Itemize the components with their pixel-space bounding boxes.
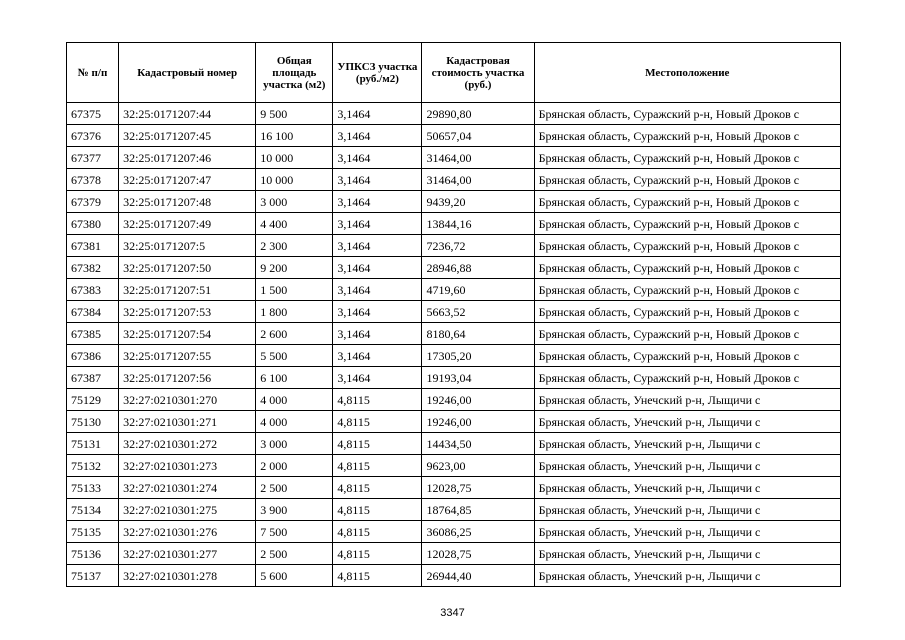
upkscz-cell: 3,1464 xyxy=(333,257,422,279)
cadastral-number-cell: 32:27:0210301:275 xyxy=(119,499,256,521)
upkscz-cell: 3,1464 xyxy=(333,345,422,367)
header-upkscz: УПКСЗ участка (руб./м2) xyxy=(333,43,422,103)
table-row xyxy=(67,257,841,279)
area-cell: 1 800 xyxy=(256,301,333,323)
location-cell: Брянская область, Суражский р-н, Новый Дроков с xyxy=(534,367,840,389)
cost-cell: 12028,75 xyxy=(422,543,534,565)
upkscz-cell: 3,1464 xyxy=(333,213,422,235)
cost-cell: 4719,60 xyxy=(422,279,534,301)
table-row xyxy=(67,499,841,521)
area-cell: 2 500 xyxy=(256,477,333,499)
row-number-cell: 67376 xyxy=(67,125,119,147)
row-number-cell: 67383 xyxy=(67,279,119,301)
location-cell: Брянская область, Унечский р-н, Лыщичи с xyxy=(534,411,840,433)
header-cadastral-number: Кадастровый номер xyxy=(119,43,256,103)
location-cell: Брянская область, Суражский р-н, Новый Дроков с xyxy=(534,235,840,257)
area-cell: 9 500 xyxy=(256,103,333,125)
location-cell: Брянская область, Суражский р-н, Новый Дроков с xyxy=(534,147,840,169)
area-cell: 1 500 xyxy=(256,279,333,301)
table-row xyxy=(67,323,841,345)
area-cell: 4 000 xyxy=(256,389,333,411)
upkscz-cell: 3,1464 xyxy=(333,301,422,323)
cost-cell: 19193,04 xyxy=(422,367,534,389)
cadastral-number-cell: 32:25:0171207:5 xyxy=(119,235,256,257)
table-row xyxy=(67,455,841,477)
location-cell: Брянская область, Унечский р-н, Лыщичи с xyxy=(534,433,840,455)
upkscz-cell: 4,8115 xyxy=(333,389,422,411)
row-number-cell: 67385 xyxy=(67,323,119,345)
table-row xyxy=(67,565,841,587)
location-cell: Брянская область, Унечский р-н, Лыщичи с xyxy=(534,521,840,543)
cadastral-number-cell: 32:27:0210301:273 xyxy=(119,455,256,477)
row-number-cell: 75133 xyxy=(67,477,119,499)
location-cell: Брянская область, Суражский р-н, Новый Дроков с xyxy=(534,301,840,323)
cost-cell: 19246,00 xyxy=(422,411,534,433)
table-row xyxy=(67,411,841,433)
upkscz-cell: 3,1464 xyxy=(333,191,422,213)
cost-cell: 18764,85 xyxy=(422,499,534,521)
row-number-cell: 75130 xyxy=(67,411,119,433)
row-number-cell: 67380 xyxy=(67,213,119,235)
table-row xyxy=(67,477,841,499)
cost-cell: 14434,50 xyxy=(422,433,534,455)
row-number-cell: 75137 xyxy=(67,565,119,587)
location-cell: Брянская область, Суражский р-н, Новый Дроков с xyxy=(534,125,840,147)
cost-cell: 7236,72 xyxy=(422,235,534,257)
table-row xyxy=(67,301,841,323)
table-row xyxy=(67,213,841,235)
area-cell: 2 600 xyxy=(256,323,333,345)
area-cell: 10 000 xyxy=(256,147,333,169)
table-row xyxy=(67,103,841,125)
area-cell: 2 300 xyxy=(256,235,333,257)
table-body xyxy=(67,103,841,587)
location-cell: Брянская область, Суражский р-н, Новый Дроков с xyxy=(534,169,840,191)
location-cell: Брянская область, Унечский р-н, Лыщичи с xyxy=(534,477,840,499)
upkscz-cell: 4,8115 xyxy=(333,433,422,455)
location-cell: Брянская область, Унечский р-н, Лыщичи с xyxy=(534,543,840,565)
location-cell: Брянская область, Суражский р-н, Новый Дроков с xyxy=(534,103,840,125)
area-cell: 4 400 xyxy=(256,213,333,235)
upkscz-cell: 4,8115 xyxy=(333,543,422,565)
cost-cell: 17305,20 xyxy=(422,345,534,367)
cost-cell: 29890,80 xyxy=(422,103,534,125)
location-cell: Брянская область, Суражский р-н, Новый Дроков с xyxy=(534,279,840,301)
header-location: Местоположение xyxy=(534,43,840,103)
cadastral-number-cell: 32:25:0171207:48 xyxy=(119,191,256,213)
cost-cell: 9439,20 xyxy=(422,191,534,213)
cost-cell: 9623,00 xyxy=(422,455,534,477)
upkscz-cell: 3,1464 xyxy=(333,235,422,257)
table-row xyxy=(67,433,841,455)
table-row xyxy=(67,279,841,301)
area-cell: 9 200 xyxy=(256,257,333,279)
cadastral-number-cell: 32:25:0171207:44 xyxy=(119,103,256,125)
area-cell: 10 000 xyxy=(256,169,333,191)
cadastral-number-cell: 32:27:0210301:277 xyxy=(119,543,256,565)
cadastral-number-cell: 32:25:0171207:56 xyxy=(119,367,256,389)
area-cell: 6 100 xyxy=(256,367,333,389)
upkscz-cell: 3,1464 xyxy=(333,103,422,125)
table-row xyxy=(67,169,841,191)
table-row xyxy=(67,521,841,543)
row-number-cell: 67375 xyxy=(67,103,119,125)
area-cell: 5 500 xyxy=(256,345,333,367)
location-cell: Брянская область, Суражский р-н, Новый Дроков с xyxy=(534,257,840,279)
cost-cell: 13844,16 xyxy=(422,213,534,235)
upkscz-cell: 4,8115 xyxy=(333,565,422,587)
table-header xyxy=(67,43,841,103)
row-number-cell: 67381 xyxy=(67,235,119,257)
upkscz-cell: 3,1464 xyxy=(333,367,422,389)
cadastral-number-cell: 32:27:0210301:272 xyxy=(119,433,256,455)
area-cell: 3 000 xyxy=(256,191,333,213)
area-cell: 16 100 xyxy=(256,125,333,147)
upkscz-cell: 4,8115 xyxy=(333,521,422,543)
row-number-cell: 75134 xyxy=(67,499,119,521)
cost-cell: 36086,25 xyxy=(422,521,534,543)
upkscz-cell: 4,8115 xyxy=(333,411,422,433)
cadastral-number-cell: 32:27:0210301:274 xyxy=(119,477,256,499)
cost-cell: 19246,00 xyxy=(422,389,534,411)
cost-cell: 31464,00 xyxy=(422,169,534,191)
upkscz-cell: 4,8115 xyxy=(333,455,422,477)
header-row-number: № п/п xyxy=(67,43,119,103)
row-number-cell: 75131 xyxy=(67,433,119,455)
row-number-cell: 67379 xyxy=(67,191,119,213)
area-cell: 7 500 xyxy=(256,521,333,543)
header-total-area: Общая площадь участка (м2) xyxy=(256,43,333,103)
cost-cell: 26944,40 xyxy=(422,565,534,587)
header-row xyxy=(67,43,841,103)
row-number-cell: 67377 xyxy=(67,147,119,169)
upkscz-cell: 3,1464 xyxy=(333,147,422,169)
cadastral-number-cell: 32:27:0210301:276 xyxy=(119,521,256,543)
location-cell: Брянская область, Унечский р-н, Лыщичи с xyxy=(534,389,840,411)
location-cell: Брянская область, Суражский р-н, Новый Дроков с xyxy=(534,213,840,235)
cadastral-number-cell: 32:27:0210301:270 xyxy=(119,389,256,411)
table-row xyxy=(67,147,841,169)
area-cell: 3 900 xyxy=(256,499,333,521)
cost-cell: 8180,64 xyxy=(422,323,534,345)
row-number-cell: 67384 xyxy=(67,301,119,323)
cadastral-number-cell: 32:25:0171207:46 xyxy=(119,147,256,169)
row-number-cell: 67378 xyxy=(67,169,119,191)
location-cell: Брянская область, Унечский р-н, Лыщичи с xyxy=(534,499,840,521)
table-row xyxy=(67,191,841,213)
upkscz-cell: 3,1464 xyxy=(333,169,422,191)
row-number-cell: 67386 xyxy=(67,345,119,367)
area-cell: 5 600 xyxy=(256,565,333,587)
cadastral-number-cell: 32:25:0171207:50 xyxy=(119,257,256,279)
area-cell: 2 500 xyxy=(256,543,333,565)
table-row xyxy=(67,389,841,411)
cost-cell: 28946,88 xyxy=(422,257,534,279)
location-cell: Брянская область, Суражский р-н, Новый Дроков с xyxy=(534,345,840,367)
row-number-cell: 75136 xyxy=(67,543,119,565)
upkscz-cell: 4,8115 xyxy=(333,477,422,499)
cadastral-number-cell: 32:25:0171207:54 xyxy=(119,323,256,345)
cadastral-number-cell: 32:25:0171207:47 xyxy=(119,169,256,191)
cost-cell: 12028,75 xyxy=(422,477,534,499)
cadastral-number-cell: 32:25:0171207:55 xyxy=(119,345,256,367)
row-number-cell: 75135 xyxy=(67,521,119,543)
area-cell: 2 000 xyxy=(256,455,333,477)
cadastral-number-cell: 32:25:0171207:49 xyxy=(119,213,256,235)
cost-cell: 5663,52 xyxy=(422,301,534,323)
area-cell: 4 000 xyxy=(256,411,333,433)
upkscz-cell: 3,1464 xyxy=(333,279,422,301)
row-number-cell: 67387 xyxy=(67,367,119,389)
table-row xyxy=(67,125,841,147)
location-cell: Брянская область, Унечский р-н, Лыщичи с xyxy=(534,455,840,477)
row-number-cell: 67382 xyxy=(67,257,119,279)
upkscz-cell: 3,1464 xyxy=(333,125,422,147)
cost-cell: 50657,04 xyxy=(422,125,534,147)
location-cell: Брянская область, Унечский р-н, Лыщичи с xyxy=(534,565,840,587)
cadastral-table xyxy=(66,42,841,587)
row-number-cell: 75129 xyxy=(67,389,119,411)
table-row xyxy=(67,345,841,367)
cadastral-number-cell: 32:25:0171207:53 xyxy=(119,301,256,323)
table-row xyxy=(67,367,841,389)
page-number: 3347 xyxy=(440,607,465,619)
cadastral-number-cell: 32:27:0210301:278 xyxy=(119,565,256,587)
location-cell: Брянская область, Суражский р-н, Новый Дроков с xyxy=(534,323,840,345)
cadastral-number-cell: 32:25:0171207:51 xyxy=(119,279,256,301)
cadastral-number-cell: 32:27:0210301:271 xyxy=(119,411,256,433)
table-row xyxy=(67,235,841,257)
upkscz-cell: 4,8115 xyxy=(333,499,422,521)
area-cell: 3 000 xyxy=(256,433,333,455)
header-cadastral-cost: Кадастровая стоимость участка (руб.) xyxy=(422,43,534,103)
cadastral-number-cell: 32:25:0171207:45 xyxy=(119,125,256,147)
cost-cell: 31464,00 xyxy=(422,147,534,169)
table-row xyxy=(67,543,841,565)
location-cell: Брянская область, Суражский р-н, Новый Дроков с xyxy=(534,191,840,213)
row-number-cell: 75132 xyxy=(67,455,119,477)
upkscz-cell: 3,1464 xyxy=(333,323,422,345)
